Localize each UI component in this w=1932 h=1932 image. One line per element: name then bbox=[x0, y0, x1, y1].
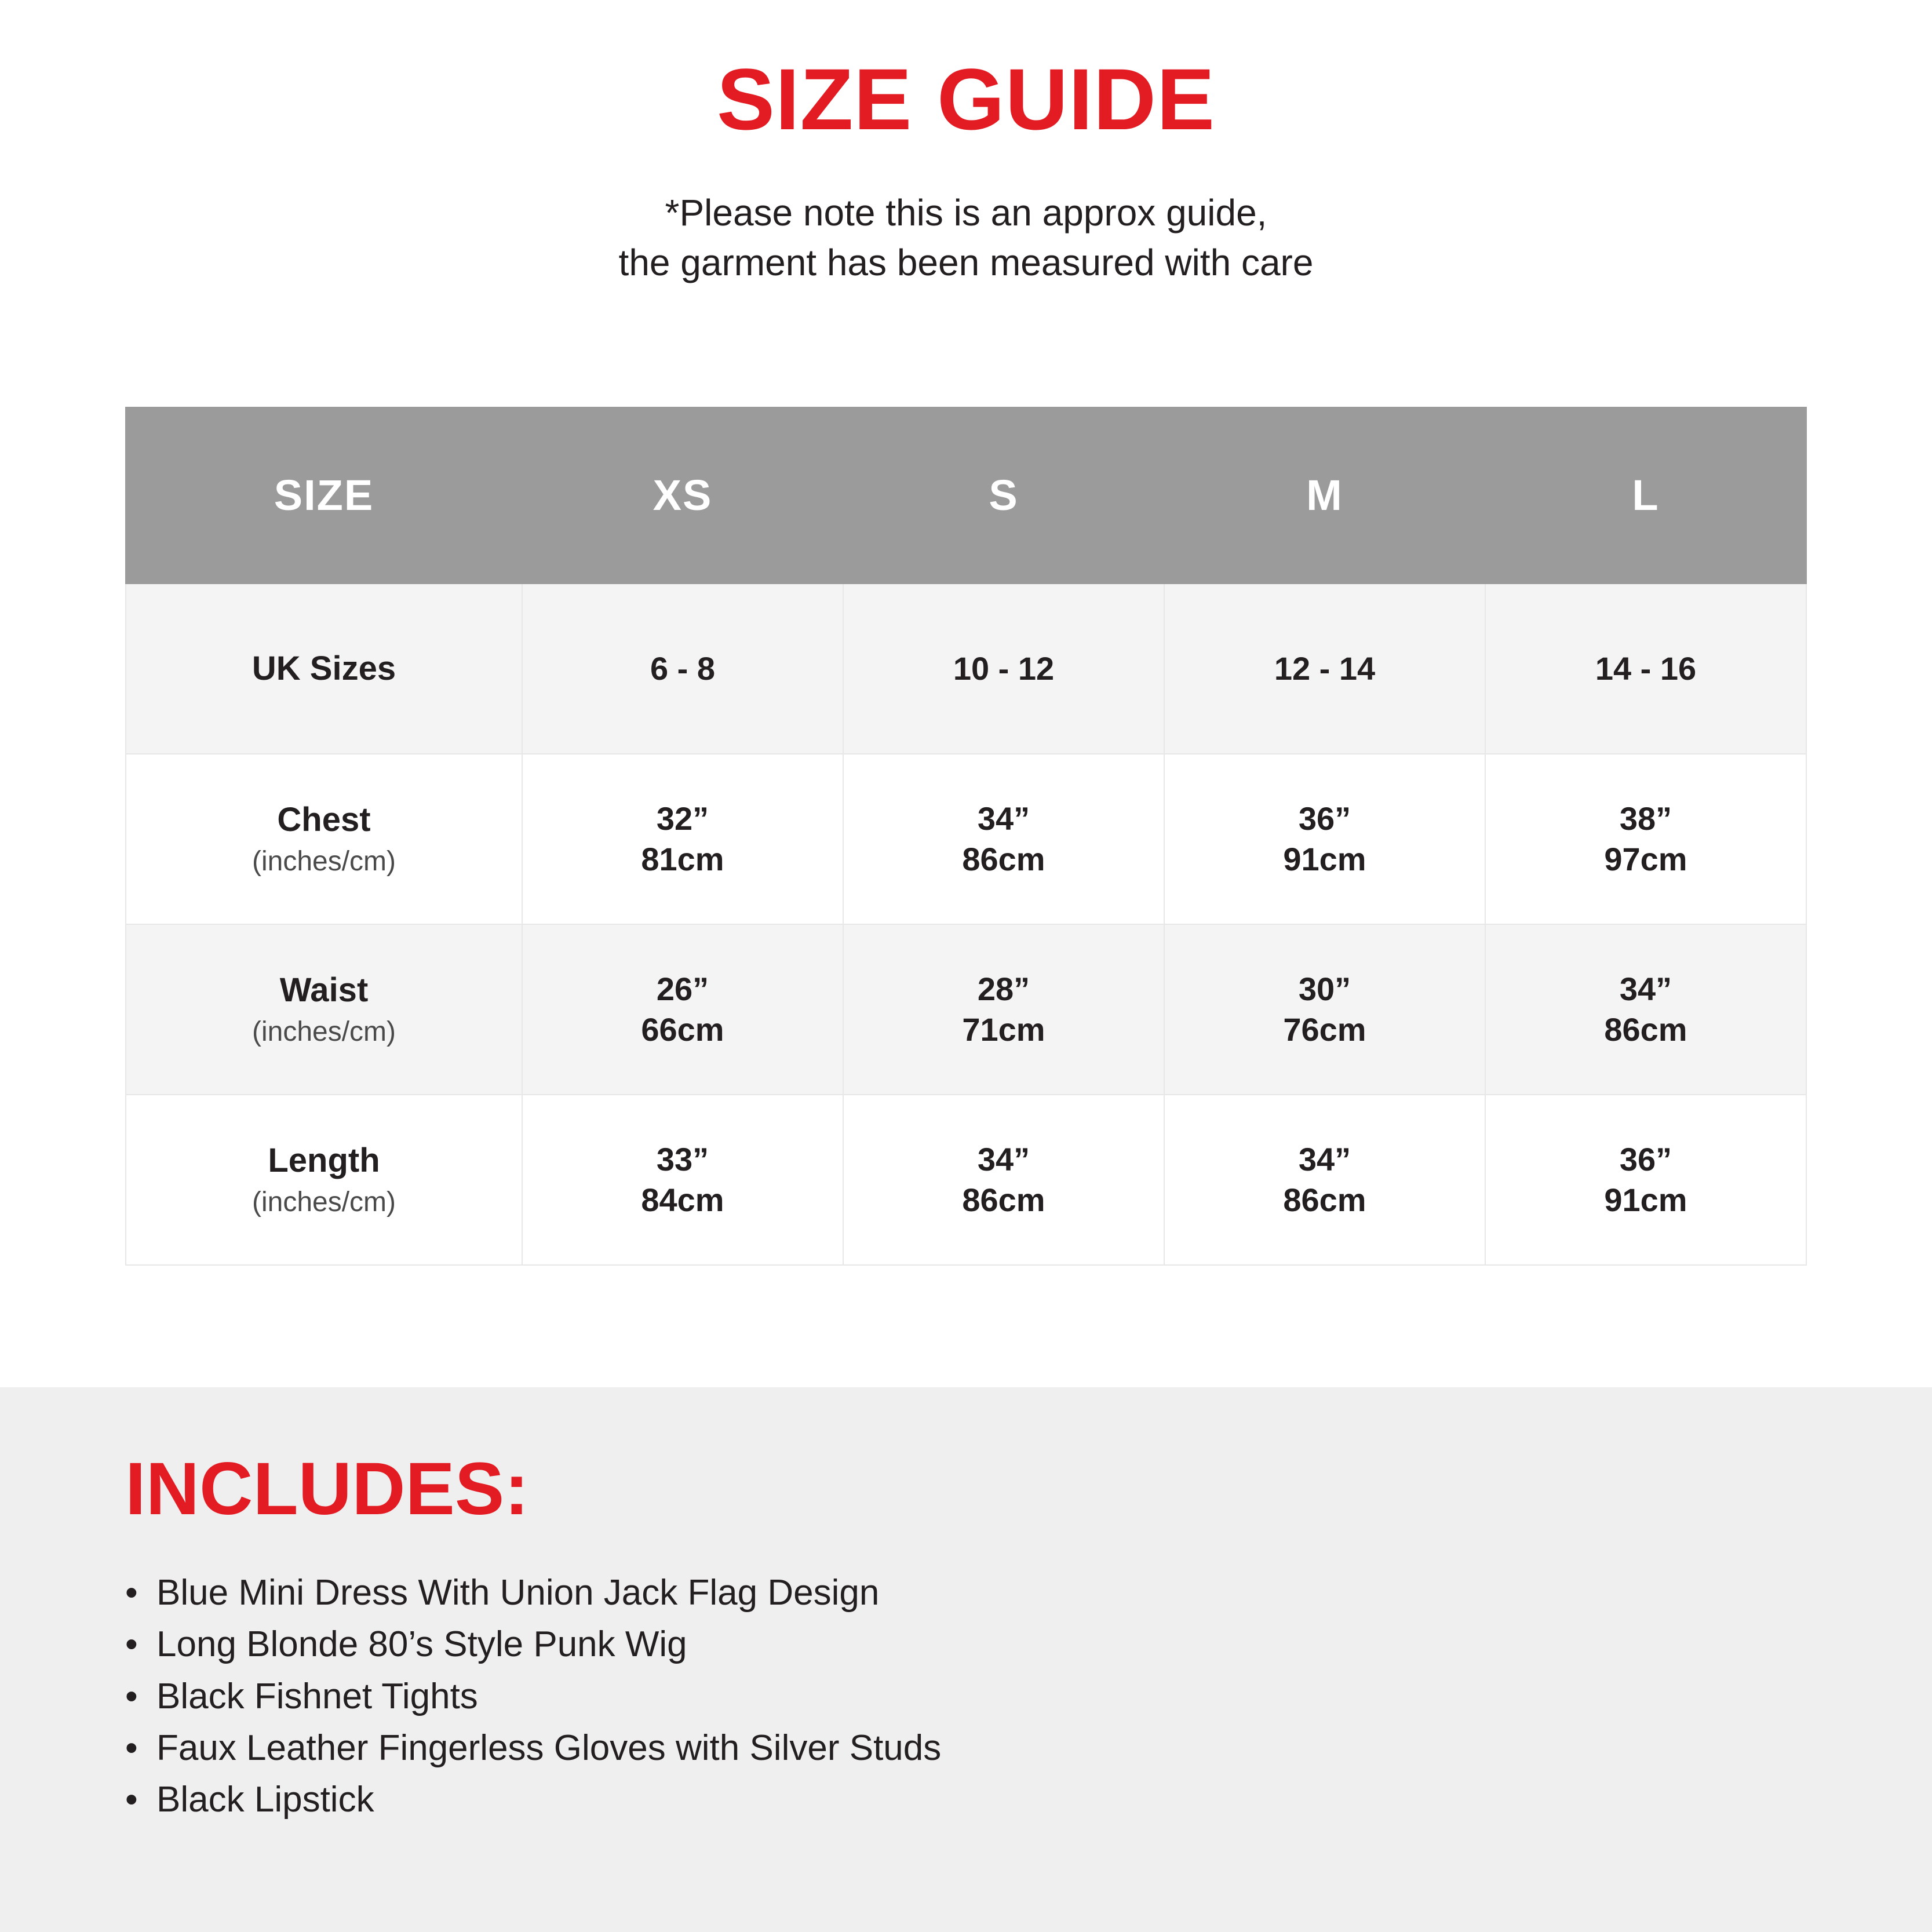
row-label-chest bbox=[126, 754, 522, 924]
size-table bbox=[125, 407, 1807, 1266]
cell-value-cm: 86cm bbox=[1604, 1011, 1687, 1048]
list-item-label: Long Blonde 80’s Style Punk Wig bbox=[156, 1624, 687, 1665]
cell-chest-s bbox=[843, 754, 1164, 924]
row-label-units: (inches/cm) bbox=[251, 846, 396, 877]
note-line-2: the garment has been measured with care bbox=[618, 242, 1314, 284]
table-row bbox=[126, 584, 1806, 754]
row-label-uk-sizes bbox=[126, 584, 522, 754]
cell-value-inches: 6 - 8 bbox=[650, 650, 716, 687]
row-label-units: (inches/cm) bbox=[251, 1187, 396, 1218]
cell-waist-m bbox=[1164, 924, 1485, 1095]
row-label-waist bbox=[126, 924, 522, 1095]
cell-waist-s bbox=[843, 924, 1164, 1095]
cell-chest-l bbox=[1485, 754, 1806, 924]
cell-value-inches: 32” bbox=[656, 800, 709, 837]
cell-length-s bbox=[843, 1095, 1164, 1265]
cell-value-cm: 97cm bbox=[1604, 840, 1687, 877]
list-item bbox=[125, 1671, 1932, 1722]
table-row bbox=[126, 1095, 1806, 1265]
cell-value-inches: 30” bbox=[1298, 970, 1351, 1007]
cell-value-cm: 86cm bbox=[962, 840, 1045, 877]
cell-value-cm: 84cm bbox=[641, 1181, 724, 1218]
size-table-head bbox=[126, 407, 1806, 584]
bullet-icon: • bbox=[125, 1624, 138, 1665]
cell-value-cm: 81cm bbox=[641, 840, 724, 877]
list-item-label: Black Fishnet Tights bbox=[156, 1676, 478, 1716]
list-item bbox=[125, 1567, 1932, 1618]
cell-value-inches: 33” bbox=[656, 1140, 709, 1178]
cell-value-inches: 36” bbox=[1298, 800, 1351, 837]
cell-value-inches: 26” bbox=[656, 970, 709, 1007]
note-line-1: *Please note this is an approx guide, bbox=[665, 192, 1267, 234]
row-label-text: Length bbox=[268, 1141, 380, 1179]
cell-value-cm: 71cm bbox=[962, 1011, 1045, 1048]
cell-value-cm: 91cm bbox=[1604, 1181, 1687, 1218]
row-label-length bbox=[126, 1095, 522, 1265]
column-header-xs: XS bbox=[522, 407, 843, 584]
row-label-text: Chest bbox=[277, 800, 371, 839]
row-label-units: (inches/cm) bbox=[251, 1016, 396, 1048]
size-table-body bbox=[126, 584, 1806, 1265]
cell-length-xs bbox=[522, 1095, 843, 1265]
includes-panel bbox=[0, 1387, 1932, 1932]
column-header-size: SIZE bbox=[126, 407, 522, 584]
size-table-wrapper bbox=[125, 288, 1807, 1266]
column-header-s: S bbox=[843, 407, 1164, 584]
approx-guide-note bbox=[0, 143, 1932, 288]
includes-list bbox=[125, 1567, 1932, 1825]
cell-uk-sizes-s bbox=[843, 584, 1164, 754]
table-row bbox=[126, 924, 1806, 1095]
cell-value-inches: 34” bbox=[977, 800, 1030, 837]
cell-value-inches: 34” bbox=[1298, 1140, 1351, 1178]
list-item-label: Black Lipstick bbox=[156, 1780, 374, 1820]
cell-value-inches: 36” bbox=[1619, 1140, 1672, 1178]
cell-value-cm: 86cm bbox=[1283, 1181, 1366, 1218]
table-row bbox=[126, 754, 1806, 924]
bullet-icon: • bbox=[125, 1727, 138, 1768]
page-title: SIZE GUIDE bbox=[716, 50, 1216, 148]
cell-value-cm: 86cm bbox=[962, 1181, 1045, 1218]
row-label-text: Waist bbox=[279, 971, 369, 1009]
cell-value-cm: 91cm bbox=[1283, 840, 1366, 877]
cell-uk-sizes-l bbox=[1485, 584, 1806, 754]
bullet-icon: • bbox=[125, 1573, 138, 1613]
cell-value-inches: 10 - 12 bbox=[953, 650, 1055, 687]
cell-uk-sizes-xs bbox=[522, 584, 843, 754]
cell-value-inches: 38” bbox=[1619, 800, 1672, 837]
list-item bbox=[125, 1618, 1932, 1670]
cell-length-m bbox=[1164, 1095, 1485, 1265]
includes-heading: INCLUDES: bbox=[125, 1448, 529, 1530]
cell-value-inches: 34” bbox=[977, 1140, 1030, 1178]
cell-value-cm: 66cm bbox=[641, 1011, 724, 1048]
cell-value-cm: 76cm bbox=[1283, 1011, 1366, 1048]
cell-uk-sizes-m bbox=[1164, 584, 1485, 754]
cell-chest-xs bbox=[522, 754, 843, 924]
cell-chest-m bbox=[1164, 754, 1485, 924]
cell-value-inches: 34” bbox=[1619, 970, 1672, 1007]
cell-waist-xs bbox=[522, 924, 843, 1095]
list-item bbox=[125, 1774, 1932, 1825]
cell-value-inches: 14 - 16 bbox=[1595, 650, 1697, 687]
cell-value-inches: 28” bbox=[977, 970, 1030, 1007]
column-header-m: M bbox=[1164, 407, 1485, 584]
cell-length-l bbox=[1485, 1095, 1806, 1265]
cell-waist-l bbox=[1485, 924, 1806, 1095]
column-header-l: L bbox=[1485, 407, 1806, 584]
bullet-icon: • bbox=[125, 1676, 138, 1716]
cell-value-inches: 12 - 14 bbox=[1274, 650, 1376, 687]
bullet-icon: • bbox=[125, 1780, 138, 1820]
row-label-text: UK Sizes bbox=[251, 649, 396, 687]
table-header-row bbox=[126, 407, 1806, 584]
list-item-label: Blue Mini Dress With Union Jack Flag Design bbox=[156, 1573, 880, 1613]
list-item bbox=[125, 1722, 1932, 1774]
list-item-label: Faux Leather Fingerless Gloves with Silver Studs bbox=[156, 1727, 942, 1768]
